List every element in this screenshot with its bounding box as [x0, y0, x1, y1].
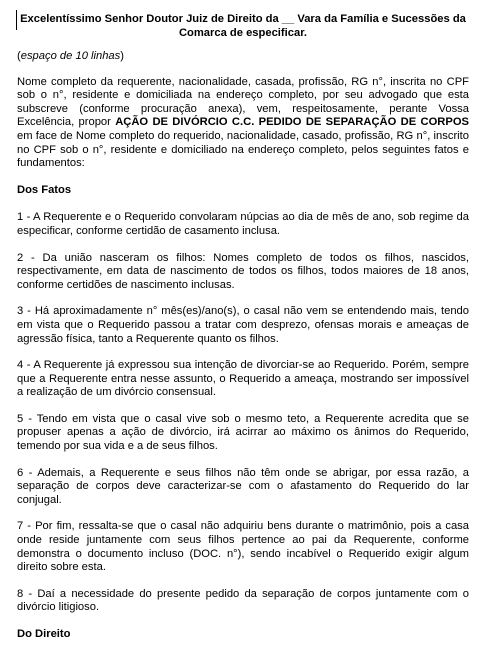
note-open-paren: (: [17, 50, 21, 62]
fact-paragraph-5: 5 - Tendo em vista que o casal vive sob o mesmo teto, a Requerente acredita que se propuser apenas a ação de divórcio, irá acirrar ao máximo os ânimos do Requerido, temendo por sua vida e a de seus filhos.: [17, 412, 469, 453]
spacing-note: [17, 50, 469, 64]
law-section-title: Do Direito: [17, 628, 71, 640]
intro-part-1: Nome completo da requerente, nacionalidade, casada, profissão, RG n°, inscrita no CPF sob o n°, residente e domiciliada na endereço completo, por seu advogado que esta subscreve (conforme procuração anexa), vem, respeitosamente, perante Vossa Excelência, propor: [17, 75, 469, 129]
fact-paragraph-6: 6 - Ademais, a Requerente e seus filhos não têm onde se abrigar, por essa razão, a separação de corpos deve caracterizar-se com o afastamento do Requerido do lar conjugal.: [17, 466, 469, 506]
intro-part-2: em face de Nome completo do requerido, nacionalidade, casado, profissão, RG n°, inscrito no CPF sob o n°, residente e domiciliado na endereço completo, pelos seguintes fatos e fundamentos:: [17, 129, 469, 170]
action-title: AÇÃO DE DIVÓRCIO C.C. PEDIDO DE SEPARAÇÃO DE CORPOS: [115, 116, 469, 129]
document-page: [17, 12, 469, 656]
fact-paragraph-7: 7 - Por fim, ressalta-se que o casal não adquiriu bens durante o matrimônio, pois a casa onde reside juntamente com seus filhos pertence ao pai da Requerente, conforme demonstra o documento incluso (DOC. n°), sendo incabível o Requerido exigir algum direito sobre esta.: [17, 520, 469, 574]
fact-paragraph-2: 2 - Da união nasceram os filhos: Nomes completo de todos os filhos, nascidos, respectivamente, em data de nascimento de todos os filhos, todos maiores de 18 anos, conforme certidões de nascimento inclusas.: [17, 251, 469, 291]
document-heading: Excelentíssimo Senhor Doutor Juiz de Direito da __ Vara da Família e Sucessões da Comarca de especificar.: [20, 13, 466, 39]
note-close-paren: ): [120, 50, 124, 62]
note-text: espaço de 10 linhas: [20, 50, 121, 62]
fact-paragraph-8: 8 - Daí a necessidade do presente pedido da separação de corpos juntamente com o divórcio litigioso.: [17, 587, 469, 614]
fact-paragraph-3: 3 - Há aproximadamente n° mês(es)/ano(s), o casal não vem se entendendo mais, tendo em vista que o Requerido passou a tratar com desprezo, ofensas morais e ameaças de agressão física, tanto a Requerente quanto os filhos.: [17, 305, 469, 345]
facts-section-title: Dos Fatos: [17, 183, 72, 196]
intro-paragraph: [17, 76, 469, 171]
fact-paragraph-4: 4 - A Requerente já expressou sua intenção de divorciar-se ao Requerido. Porém, sempre que a Requerente entra nesse assunto, o Requerido a ameaça, mostrando ser impossível a realização de um divórcio consensual.: [17, 359, 469, 399]
fact-paragraph-1: 1 - A Requerente e o Requerido convolaram núpcias ao dia de mês de ano, sob regime da especificar, conforme certidão de casamento inclusa.: [17, 211, 469, 237]
